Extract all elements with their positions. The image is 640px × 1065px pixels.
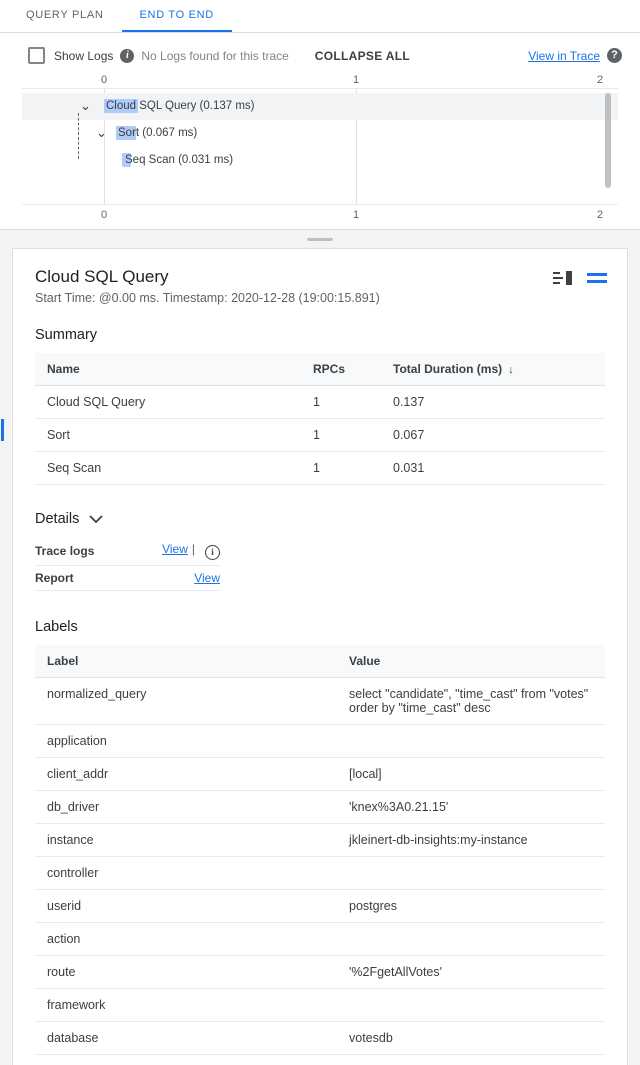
- panel-resize-handle[interactable]: [307, 238, 333, 241]
- summary-cell-duration: 0.137: [381, 386, 605, 419]
- table-row[interactable]: [35, 386, 605, 419]
- axis-tick-top-2: 2: [596, 74, 604, 86]
- table-row[interactable]: [35, 824, 605, 857]
- timeline-row[interactable]: [22, 120, 618, 147]
- label-value: [337, 857, 605, 890]
- timeline-controls: [0, 33, 640, 72]
- table-row[interactable]: [35, 923, 605, 956]
- labels-header-row: [35, 645, 605, 678]
- timeline-bar-label: Sort (0.067 ms): [118, 127, 198, 139]
- label-value: [337, 725, 605, 758]
- labels-col-label[interactable]: Label: [35, 645, 337, 678]
- view-in-trace-link[interactable]: View in Trace: [528, 48, 600, 63]
- table-row[interactable]: [35, 791, 605, 824]
- timeline-panel: [0, 33, 640, 230]
- table-row[interactable]: [35, 989, 605, 1022]
- report-view-link[interactable]: View: [194, 571, 220, 585]
- trace-logs-view-link[interactable]: View: [162, 542, 188, 556]
- summary-header-row: [35, 353, 605, 386]
- label-value: [local]: [337, 758, 605, 791]
- table-row[interactable]: [35, 956, 605, 989]
- no-logs-text: No Logs found for this trace: [141, 48, 289, 63]
- summary-cell-duration: 0.031: [381, 452, 605, 485]
- details-key: Report: [35, 566, 129, 591]
- tab-end-to-end[interactable]: END TO END: [122, 0, 232, 32]
- table-row[interactable]: [35, 890, 605, 923]
- show-logs-label: Show Logs: [54, 48, 114, 63]
- timeline-axis-bottom: [22, 209, 618, 223]
- timeline-chart[interactable]: [22, 88, 618, 205]
- label-key: action: [35, 923, 337, 956]
- label-value: postgres: [337, 890, 605, 923]
- info-outline-icon[interactable]: i: [205, 545, 220, 560]
- label-key: db_driver: [35, 791, 337, 824]
- summary-table: [35, 353, 605, 485]
- details-row-report: [35, 566, 220, 591]
- details-table: [35, 537, 220, 591]
- axis-tick-bottom-0: 0: [100, 209, 108, 221]
- label-value: '%2FgetAllVotes': [337, 956, 605, 989]
- timeline-bar-label: Cloud SQL Query (0.137 ms): [106, 100, 255, 112]
- label-key: route: [35, 956, 337, 989]
- summary-cell-rpcs: 1: [301, 452, 381, 485]
- summary-col-duration[interactable]: [381, 353, 605, 386]
- list-view-icon[interactable]: [587, 271, 607, 290]
- label-key: instance: [35, 824, 337, 857]
- show-logs-checkbox[interactable]: [28, 47, 45, 64]
- details-value: [129, 537, 220, 566]
- tab-query-plan[interactable]: QUERY PLAN: [26, 9, 104, 21]
- label-key: normalized_query: [35, 678, 337, 725]
- expand-caret-icon[interactable]: ⌄: [80, 98, 91, 113]
- table-row[interactable]: [35, 725, 605, 758]
- split-view-icon[interactable]: [553, 271, 573, 290]
- label-value: select "candidate", "time_cast" from "votes" order by "time_cast" desc: [337, 678, 605, 725]
- label-key: application: [35, 725, 337, 758]
- label-value: votesdb: [337, 1022, 605, 1055]
- summary-cell-name: Sort: [35, 419, 301, 452]
- table-row[interactable]: [35, 452, 605, 485]
- timeline-axis-top: [22, 74, 618, 88]
- timeline-row[interactable]: [22, 93, 618, 120]
- label-key: client_addr: [35, 758, 337, 791]
- table-row[interactable]: [35, 419, 605, 452]
- details-heading: Details: [35, 511, 80, 527]
- summary-cell-name: Cloud SQL Query: [35, 386, 301, 419]
- table-row[interactable]: [35, 678, 605, 725]
- label-value: [337, 923, 605, 956]
- collapse-all-button[interactable]: COLLAPSE ALL: [314, 48, 410, 63]
- labels-heading: Labels: [35, 619, 78, 635]
- details-card: [12, 248, 628, 1065]
- details-value: [129, 566, 220, 591]
- details-key: Trace logs: [35, 537, 129, 566]
- detail-title: Cloud SQL Query: [35, 267, 169, 286]
- table-row[interactable]: [35, 857, 605, 890]
- summary-col-duration-label: Total Duration (ms): [393, 362, 503, 376]
- details-row-trace-logs: [35, 537, 220, 566]
- labels-col-value[interactable]: Value: [337, 645, 605, 678]
- axis-tick-top-0: 0: [100, 74, 108, 86]
- summary-heading: Summary: [35, 327, 98, 343]
- tab-bar: [0, 0, 640, 33]
- summary-cell-duration: 0.067: [381, 419, 605, 452]
- table-row[interactable]: [35, 1022, 605, 1055]
- label-key: userid: [35, 890, 337, 923]
- summary-cell-rpcs: 1: [301, 419, 381, 452]
- label-key: database: [35, 1022, 337, 1055]
- details-section-header[interactable]: [35, 511, 605, 527]
- timeline-bar-label: Seq Scan (0.031 ms): [125, 154, 234, 166]
- labels-table: [35, 645, 605, 1055]
- view-toggle-group: [553, 271, 607, 290]
- axis-tick-bottom-1: 1: [352, 209, 360, 221]
- table-row[interactable]: [35, 758, 605, 791]
- summary-col-name[interactable]: Name: [35, 353, 301, 386]
- label-value: [337, 989, 605, 1022]
- chevron-down-icon[interactable]: [89, 512, 103, 527]
- expand-caret-icon[interactable]: ⌄: [96, 125, 107, 140]
- details-separator: |: [191, 542, 195, 556]
- info-icon[interactable]: i: [120, 49, 134, 63]
- label-value: jkleinert-db-insights:my-instance: [337, 824, 605, 857]
- label-key: controller: [35, 857, 337, 890]
- detail-subtitle: Start Time: @0.00 ms. Timestamp: 2020-12-28 (19:00:15.891): [35, 291, 380, 305]
- label-value: 'knex%3A0.21.15': [337, 791, 605, 824]
- label-key: framework: [35, 989, 337, 1022]
- axis-tick-bottom-2: 2: [596, 209, 604, 221]
- summary-col-rpcs[interactable]: RPCs: [301, 353, 381, 386]
- timeline-row[interactable]: [22, 147, 618, 174]
- sort-descending-icon: ↓: [508, 364, 514, 376]
- summary-cell-name: Seq Scan: [35, 452, 301, 485]
- summary-cell-rpcs: 1: [301, 386, 381, 419]
- selection-indicator: [1, 419, 4, 441]
- timeline-scrollbar[interactable]: [605, 93, 611, 188]
- axis-tick-top-1: 1: [352, 74, 360, 86]
- help-icon[interactable]: ?: [607, 48, 622, 63]
